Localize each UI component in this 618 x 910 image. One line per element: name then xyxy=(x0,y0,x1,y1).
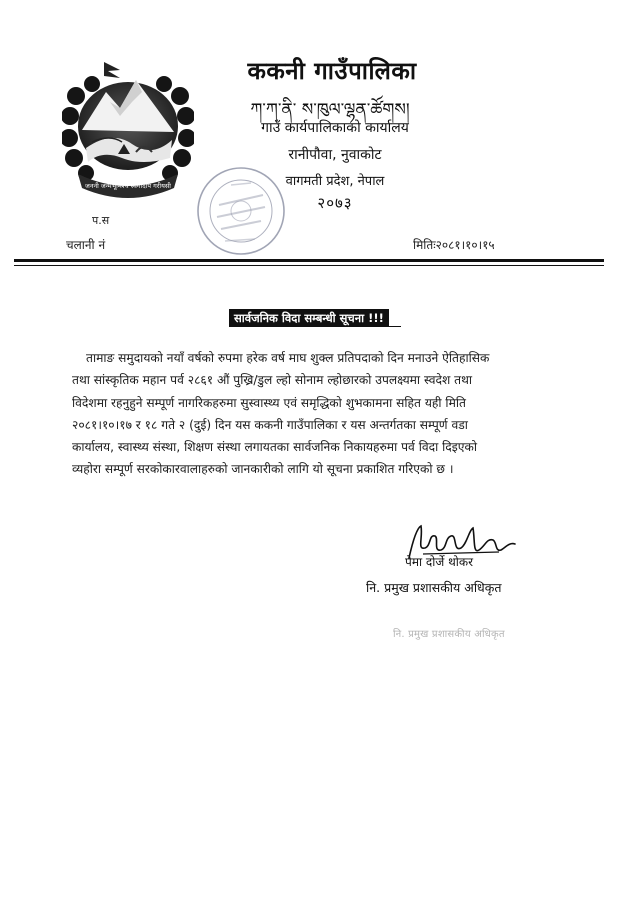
faint-signatory-title: नि. प्रमुख प्रशासकीय अधिकृत xyxy=(393,629,505,640)
notice-body-line: तामाङ समुदायको नयाँ वर्षको रुपमा हरेक वर्ष माघ शुक्ल प्रतिपदाको दिन मनाउने ऐतिहासिक xyxy=(86,351,490,365)
signatory-title: नि. प्रमुख प्रशासकीय अधिकृत xyxy=(366,580,502,595)
header-divider xyxy=(14,259,604,262)
established-year: २०७३ xyxy=(317,194,353,212)
emblem-band-text: जननी जन्मभूमिश्च स्वर्गादपि गरीयसी xyxy=(85,182,171,190)
signatory-name: पेमा दोर्जे थोकर xyxy=(405,555,474,569)
notice-body-line: व्यहोरा सम्पूर्ण सरकोकारवालाहरुको जानकारीको लागि यो सूचना प्रकाशित गरिएको छ । xyxy=(72,462,454,477)
chalani-label: चलानी नं xyxy=(66,238,106,252)
office-address: रानीपौवा, नुवाकोट xyxy=(288,147,382,163)
office-province: वागमती प्रदेश, नेपाल xyxy=(285,174,385,189)
notice-body-line: कार्यालय, स्वास्थ्य संस्था, शिक्षण संस्था लगायतका सार्वजनिक निकायहरुमा पर्व विदा दिइएको xyxy=(72,440,478,455)
notice-body-line: २०८१।१०।१७ र १८ गते २ (दुई) दिन यस ककनी गाउँपालिका र यस अन्तर्गतका सम्पूर्ण वडा xyxy=(72,417,468,432)
notice-title: सार्वजनिक विदा सम्बन्धी सूचना !!! xyxy=(229,309,389,327)
letter-date: मितिः२०८१।१०।१५ xyxy=(413,238,495,252)
org-name-tibetan: ཀ་ཀ་ནི་ ས་ཁུལ་ལྷན་ཚོགས། xyxy=(250,100,410,120)
notice-title-underline xyxy=(229,326,401,327)
ps-label: प.स xyxy=(92,214,110,227)
notice-body-line: विदेशमा रहनुहुने सम्पूर्ण नागरिकहरुमा सुस्वास्थ्य एवं समृद्धिको शुभकामना सहित यही मिति xyxy=(72,395,466,410)
notice-body-line: तथा सांस्कृतिक महान पर्व २८६१ औं पुख्रि/डुल ल्हो सोनाम ल्होछारको उपलक्ष्यमा स्वदेश तथा xyxy=(72,373,473,388)
notice-body xyxy=(72,347,558,481)
header-divider-thin xyxy=(14,265,604,266)
nepal-emblem-icon xyxy=(62,58,194,208)
office-name: गाउँ कार्यपालिकाको कार्यालय xyxy=(261,120,409,136)
org-name: ककनी गाउँपालिका xyxy=(247,56,417,85)
office-seal-stamp xyxy=(195,165,287,257)
